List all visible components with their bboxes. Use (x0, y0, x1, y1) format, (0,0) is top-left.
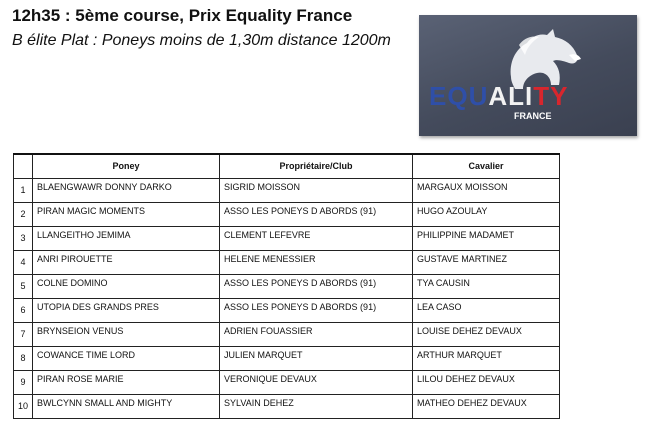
cell-rider: ARTHUR MARQUET (413, 346, 560, 370)
cell-rider: LEA CASO (413, 298, 560, 322)
cell-poney: COLNE DOMINO (33, 274, 220, 298)
table-body (14, 178, 560, 418)
cell-poney: PIRAN ROSE MARIE (33, 370, 220, 394)
col-header-poney: Poney (33, 154, 220, 178)
col-header-owner: Propriétaire/Club (220, 154, 413, 178)
cell-owner: ADRIEN FOUASSIER (220, 322, 413, 346)
cell-rider: PHILIPPINE MADAMET (413, 226, 560, 250)
cell-owner: HELENE MENESSIER (220, 250, 413, 274)
logo-text-red: TY (533, 81, 569, 111)
table-row (14, 226, 560, 250)
cell-rider: MATHEO DEHEZ DEVAUX (413, 394, 560, 418)
cell-owner: ASSO LES PONEYS D ABORDS (91) (220, 274, 413, 298)
cell-rider: HUGO AZOULAY (413, 202, 560, 226)
table-row (14, 202, 560, 226)
cell-owner: SYLVAIN DEHEZ (220, 394, 413, 418)
logo-wordmark (419, 15, 637, 136)
cell-poney: LLANGEITHO JEMIMA (33, 226, 220, 250)
cell-owner: VERONIQUE DEVAUX (220, 370, 413, 394)
col-header-rider: Cavalier (413, 154, 560, 178)
cell-rider: MARGAUX MOISSON (413, 178, 560, 202)
cell-poney: ANRI PIROUETTE (33, 250, 220, 274)
cell-poney: BRYNSEION VENUS (33, 322, 220, 346)
cell-rider: LOUISE DEHEZ DEVAUX (413, 322, 560, 346)
logo-text-white: ALI (488, 81, 534, 111)
cell-poney: COWANCE TIME LORD (33, 346, 220, 370)
cell-number: 10 (14, 394, 33, 418)
cell-owner: JULIEN MARQUET (220, 346, 413, 370)
cell-number: 5 (14, 274, 33, 298)
cell-owner: SIGRID MOISSON (220, 178, 413, 202)
page-title: 12h35 : 5ème course, Prix Equality France (12, 6, 353, 25)
logo-text-blue: EQU (429, 81, 489, 111)
table-row (14, 394, 560, 418)
table-row (14, 274, 560, 298)
table-row (14, 346, 560, 370)
cell-number: 1 (14, 178, 33, 202)
cell-rider: GUSTAVE MARTINEZ (413, 250, 560, 274)
cell-number: 6 (14, 298, 33, 322)
table-header-row (14, 154, 560, 178)
cell-owner: ASSO LES PONEYS D ABORDS (91) (220, 202, 413, 226)
cell-rider: TYA CAUSIN (413, 274, 560, 298)
svg-text:EQUALITY (429, 81, 568, 111)
col-header-number (14, 154, 33, 178)
table-row (14, 178, 560, 202)
cell-number: 9 (14, 370, 33, 394)
cell-rider: LILOU DEHEZ DEVAUX (413, 370, 560, 394)
cell-poney: BLAENGWAWR DONNY DARKO (33, 178, 220, 202)
cell-poney: UTOPIA DES GRANDS PRES (33, 298, 220, 322)
cell-number: 8 (14, 346, 33, 370)
race-table (13, 153, 560, 419)
equality-france-logo (419, 15, 637, 136)
table-row (14, 298, 560, 322)
race-subtitle: B élite Plat : Poneys moins de 1,30m distance 1200m (12, 32, 391, 49)
cell-number: 2 (14, 202, 33, 226)
cell-number: 4 (14, 250, 33, 274)
cell-poney: BWLCYNN SMALL AND MIGHTY (33, 394, 220, 418)
table-row (14, 250, 560, 274)
table-row (14, 370, 560, 394)
cell-owner: ASSO LES PONEYS D ABORDS (91) (220, 298, 413, 322)
cell-number: 3 (14, 226, 33, 250)
logo-subtext: FRANCE (514, 111, 552, 121)
cell-owner: CLEMENT LEFEVRE (220, 226, 413, 250)
cell-poney: PIRAN MAGIC MOMENTS (33, 202, 220, 226)
table-row (14, 322, 560, 346)
cell-number: 7 (14, 322, 33, 346)
